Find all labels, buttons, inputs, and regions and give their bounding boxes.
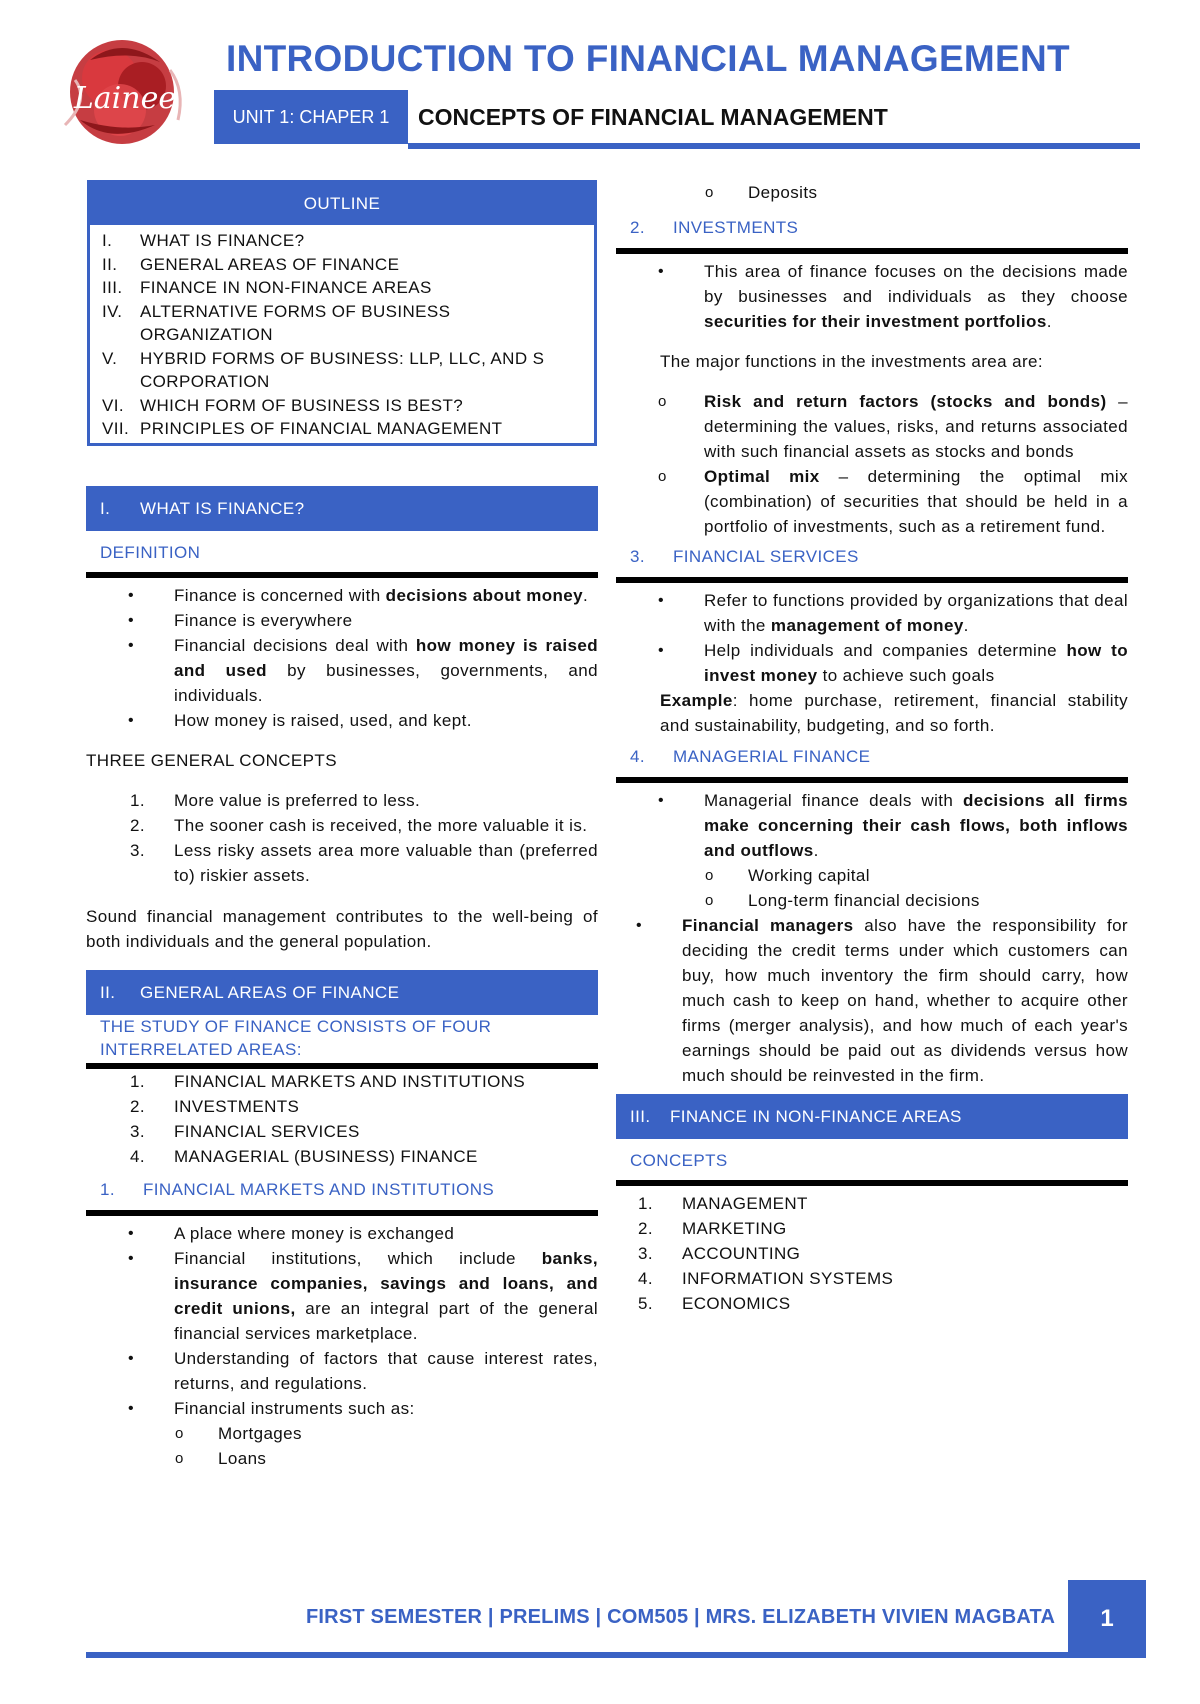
- list-item: o Risk and return factors (stocks and bonds) – determining the values, risks, and returns associated with such financial assets as stocks and bonds: [616, 389, 1128, 464]
- definition-list: [86, 583, 598, 733]
- subsection-heading: 4. MANAGERIAL FINANCE: [630, 747, 871, 766]
- outline-heading: OUTLINE: [90, 183, 594, 225]
- list-item: o Long-term financial decisions: [573, 888, 1128, 913]
- list-item: 3. Less risky assets area more valuable than (preferred to) riskier assets.: [130, 840, 598, 885]
- non-finance-list: [594, 1191, 1128, 1316]
- fmi-list: [86, 1221, 598, 1421]
- subsection-heading: 3. FINANCIAL SERVICES: [630, 547, 859, 566]
- outline-item: IV. ALTERNATIVE FORMS OF BUSINESS ORGANIZATION: [102, 301, 451, 344]
- list-item: 4. INFORMATION SYSTEMS: [638, 1269, 894, 1288]
- rose-logo: [50, 30, 200, 155]
- right-column: [616, 180, 1128, 1316]
- example-paragraph: Example: home purchase, retirement, financial stability and sustainability, budgeting, and so forth.: [660, 691, 1128, 735]
- outline-item: V. HYBRID FORMS OF BUSINESS: LLP, LLC, AND S CORPORATION: [102, 348, 545, 391]
- list-item: 1. MANAGEMENT: [638, 1194, 808, 1213]
- instruments-list-cont: [573, 180, 1128, 205]
- list-item: 1. FINANCIAL MARKETS AND INSTITUTIONS: [130, 1071, 526, 1091]
- list-item: 5. ECONOMICS: [638, 1294, 791, 1313]
- page-title: INTRODUCTION TO FINANCIAL MANAGEMENT: [226, 38, 1070, 79]
- outline-box: [87, 180, 597, 446]
- concepts-label: CONCEPTS: [630, 1151, 728, 1170]
- section-2-header: II. GENERAL AREAS OF FINANCE: [86, 970, 598, 1015]
- services-list: [616, 588, 1128, 688]
- list-item: • A place where money is exchanged: [86, 1221, 598, 1246]
- outline-item: I. WHAT IS FINANCE?: [102, 231, 305, 250]
- managerial-sub-list: [573, 863, 1128, 913]
- list-item: • This area of finance focuses on the decisions made by businesses and individuals as they choose securities for their investment portfolios.: [616, 259, 1128, 334]
- definition-label: DEFINITION: [100, 542, 201, 562]
- list-item: 2. MARKETING: [638, 1219, 787, 1238]
- functions-intro: The major functions in the investments area are:: [660, 352, 1043, 371]
- list-item: • Financial decisions deal with how money is raised and used by businesses, governments, and individuals.: [86, 633, 598, 708]
- list-item: • Financial instruments such as:: [86, 1396, 598, 1421]
- closing-paragraph: Sound financial management contributes to the well-being of both individuals and the general population.: [86, 906, 598, 951]
- concepts-list: [86, 788, 598, 888]
- study-label: THE STUDY OF FINANCE CONSISTS OF FOUR INTERRELATED AREAS:: [100, 1016, 492, 1059]
- list-item: o Mortgages: [43, 1421, 598, 1446]
- list-item: • Financial managers also have the responsibility for deciding the credit terms under which customers can buy, how much inventory the firm should carry, how much cash to keep on hand, whether to acquire other firms (merger analysis), and how much of each year's earnings should be paid out as dividends versus how much should be reinvested in the firm.: [594, 913, 1128, 1088]
- list-item: o Working capital: [573, 863, 1128, 888]
- section-3-header: III. FINANCE IN NON-FINANCE AREAS: [616, 1094, 1128, 1139]
- list-item: • Refer to functions provided by organizations that deal with the management of money.: [616, 588, 1128, 638]
- outline-list: [90, 225, 594, 443]
- list-item: 2. The sooner cash is received, the more valuable it is.: [130, 815, 588, 835]
- footer-divider: [86, 1652, 1146, 1658]
- areas-list: [86, 1069, 598, 1169]
- managerial-list-2: [594, 913, 1128, 1088]
- functions-list: [616, 389, 1128, 539]
- chapter-subtitle: CONCEPTS OF FINANCIAL MANAGEMENT: [418, 104, 888, 130]
- logo-text: Lainee: [73, 81, 177, 116]
- outline-item: VI. WHICH FORM OF BUSINESS IS BEST?: [102, 395, 464, 415]
- managerial-list: [616, 788, 1128, 863]
- list-item: • How money is raised, used, and kept.: [86, 708, 598, 733]
- left-column: [86, 180, 598, 1471]
- list-item: • Managerial finance deals with decisions all firms make concerning their cash flows, both inflows and outflows.: [616, 788, 1128, 863]
- list-item: 4. MANAGERIAL (BUSINESS) FINANCE: [130, 1146, 478, 1166]
- list-item: o Deposits: [573, 180, 1128, 205]
- list-item: • Finance is everywhere: [86, 608, 598, 633]
- list-item: o Loans: [43, 1446, 598, 1471]
- list-item: 3. FINANCIAL SERVICES: [130, 1121, 360, 1141]
- concepts-heading: THREE GENERAL CONCEPTS: [86, 750, 337, 770]
- subsection-heading: 2. INVESTMENTS: [630, 218, 799, 237]
- unit-badge: UNIT 1: CHAPER 1: [214, 90, 408, 144]
- list-item: • Finance is concerned with decisions about money.: [86, 583, 598, 608]
- outline-item: II. GENERAL AREAS OF FINANCE: [102, 254, 400, 274]
- instruments-list: [43, 1421, 598, 1471]
- footer-text: FIRST SEMESTER | PRELIMS | COM505 | MRS. ELIZABETH VIVIEN MAGBATA: [306, 1606, 1056, 1628]
- list-item: • Financial institutions, which include banks, insurance companies, savings and loans, and credit unions, are an integral part of the general financial services marketplace.: [86, 1246, 598, 1346]
- investments-list: [616, 259, 1128, 334]
- section-1-header: I. WHAT IS FINANCE?: [86, 486, 598, 531]
- list-item: 1. More value is preferred to less.: [130, 790, 421, 810]
- outline-item: VII. PRINCIPLES OF FINANCIAL MANAGEMENT: [102, 419, 503, 438]
- page-number: 1: [1068, 1580, 1146, 1658]
- subsection-heading: 1. FINANCIAL MARKETS AND INSTITUTIONS: [100, 1179, 495, 1199]
- outline-item: III. FINANCE IN NON-FINANCE AREAS: [102, 278, 432, 297]
- header-divider: [408, 143, 1140, 149]
- list-item: o Optimal mix – determining the optimal mix (combination) of securities that should be held in a portfolio of investments, such as a retirement fund.: [616, 464, 1128, 539]
- list-item: 2. INVESTMENTS: [130, 1096, 300, 1116]
- list-item: 3. ACCOUNTING: [638, 1244, 801, 1263]
- list-item: • Help individuals and companies determine how to invest money to achieve such goals: [616, 638, 1128, 688]
- list-item: • Understanding of factors that cause interest rates, returns, and regulations.: [86, 1346, 598, 1396]
